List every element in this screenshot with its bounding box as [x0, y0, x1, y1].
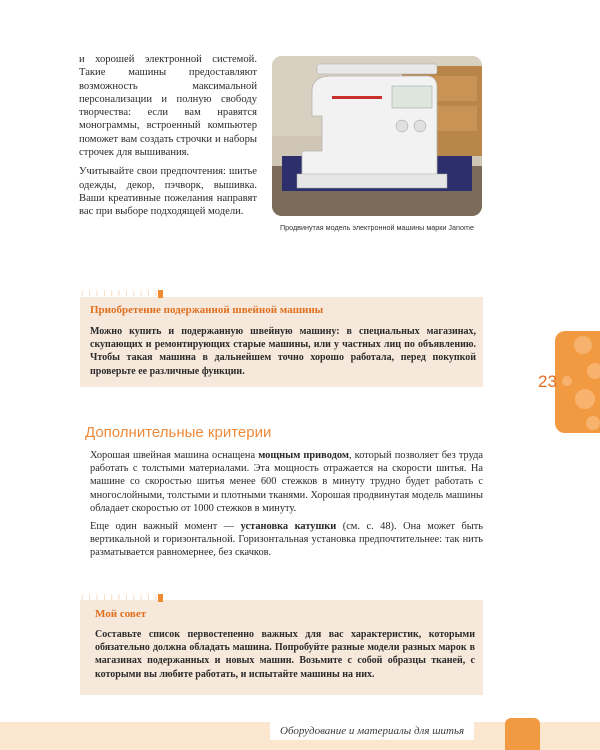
intro-text	[79, 53, 257, 225]
footer-label: Оборудование и материалы для шитья	[270, 722, 474, 740]
page-number: 23	[538, 372, 557, 391]
section-paragraph-2: Еще один важный момент — установка катушки (см. с. 48). Она может быть вертикальной и горизонтальной. Горизонтальная установка предпочтительнее: так нить разматывается равномернее, без скачков.	[90, 521, 484, 559]
tip-text: Составьте список первостепенно важных для вас характеристик, которыми обязательно должна обладать машина. Попробуйте разные модели разных марок в магазинах подержанных и новых машин. Возьмите с собой образцы тканей, с которыми вы любите работать, и испытайте машины на них.	[95, 629, 475, 680]
section-paragraph-1: Хорошая швейная машина оснащена мощным приводом, который позволяет без труда работать с толстыми материалами. Эта мощность отражается на скорости шитья. На машине со скоростью шитья менее 600 стежков в минуту трудно будет работать с многослойными, толстыми и плотными тканями. Хорошая продвинутая модель машины обладает скоростью от 1000 стежков в минуту.	[90, 450, 484, 514]
section-body	[90, 449, 483, 565]
intro-paragraph-2: Учитывайте свои предпочтения: шитье одежды, декор, пэчворк, вышивка. Ваши креативные пожелания направят вас при выборе подходящей модели.	[79, 166, 257, 218]
box-decoration-dots: ⁝ ⁝ ⁝ ⁝ ⁝ ⁝ ⁝ ⁝ ⁝ ⁝ ⁝	[81, 289, 163, 298]
used-machine-title: Приобретение подержанной швейной машины	[90, 304, 324, 316]
tip-title: Мой совет	[95, 608, 147, 620]
used-machine-text: Можно купить и подержанную швейную машину: в специальных магазинах, скупающих и ремонтирующих старые машины, или у частных лиц по объявлению. Чтобы такая машина в дальнейшем точно хорошо работала, перед покупкой проверьте ее различные функции.	[90, 326, 476, 377]
box-decoration-dots: ⁝ ⁝ ⁝ ⁝ ⁝ ⁝ ⁝ ⁝ ⁝ ⁝ ⁝	[81, 593, 163, 602]
sewing-machine-illustration	[272, 56, 482, 216]
sewing-machine-photo	[272, 56, 482, 216]
photo-caption: Продвинутая модель электронной машины марки Janome	[279, 223, 475, 232]
intro-paragraph-1: и хорошей электронной системой. Такие машины предоставляют возможность максимальной персонализации и полную свободу творчества: если вам нравятся монограммы, встроенный компьютер поможет вам создать строчки и наборы строчек для вышивания.	[79, 54, 257, 159]
footer-tab	[505, 718, 540, 750]
side-decoration-tab	[555, 331, 600, 433]
bold-term-bobbin: установка катушки	[240, 521, 337, 533]
section-heading: Дополнительные критерии	[85, 424, 272, 441]
bold-term-drive: мощным приводом	[258, 450, 349, 461]
